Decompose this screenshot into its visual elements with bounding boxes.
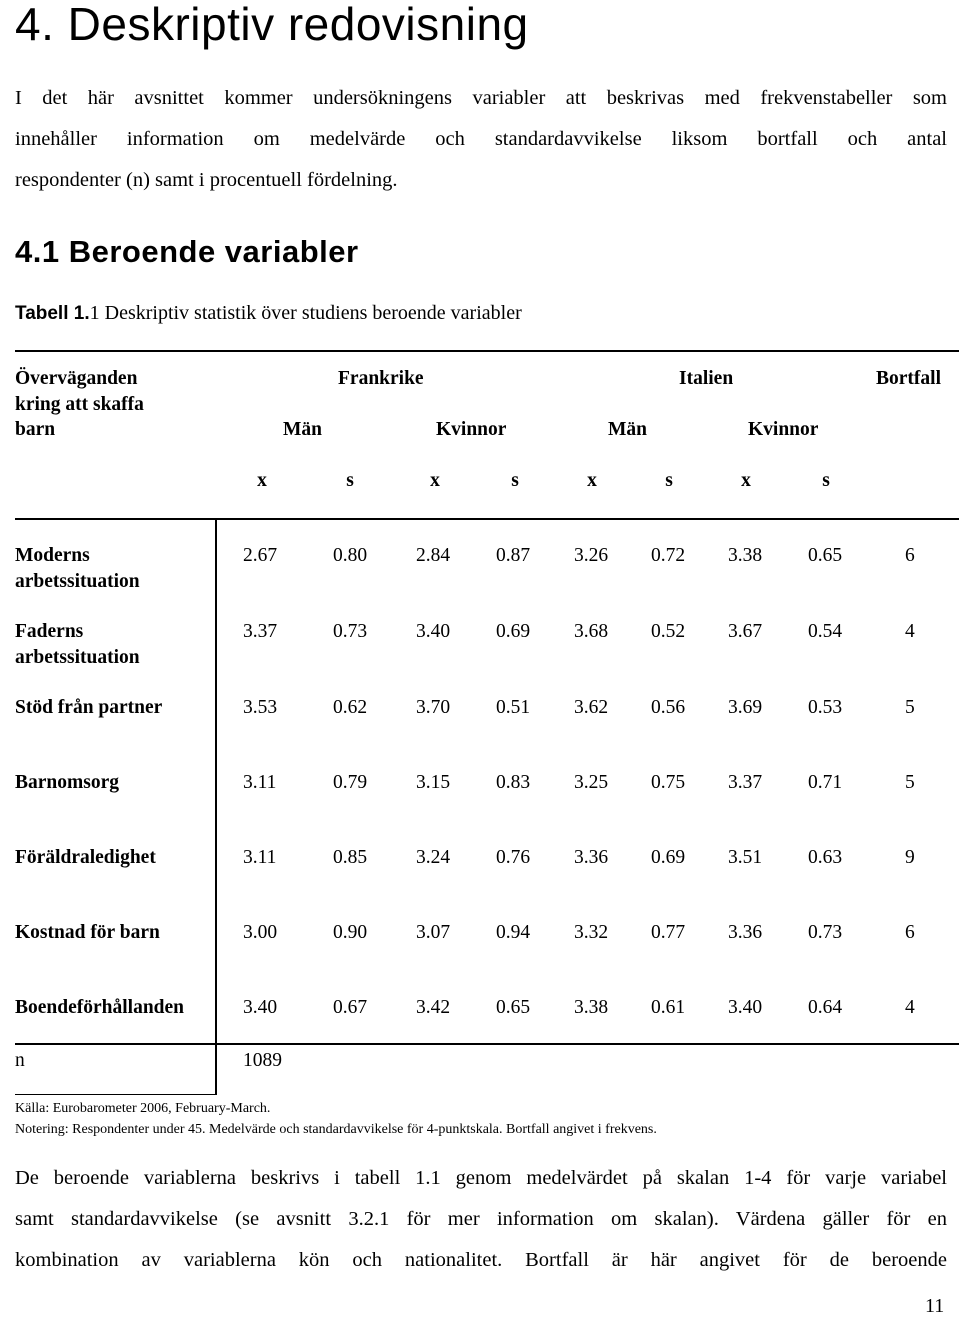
stat-header: s	[665, 470, 673, 491]
stub-header-line: kring att skaffa	[15, 393, 144, 415]
page-title: 4. Deskriptiv redovisning	[15, 0, 529, 50]
table-cell: 0.69	[496, 621, 531, 642]
table-cell: 3.36	[574, 847, 609, 868]
table-footnote: Notering: Respondenter under 45. Medelvärde och standardavvikelse för 4-punktskala. Bortfall angivet i frekvens.	[15, 1122, 657, 1137]
table-cell: 3.11	[243, 772, 277, 793]
row-label	[15, 543, 205, 594]
country-header-frankrike: Frankrike	[338, 368, 424, 389]
intro-line: respondenter (n) samt i procentuell fördelning.	[15, 169, 398, 191]
table-cell: 3.70	[416, 697, 451, 718]
table-cell: 3.37	[728, 772, 763, 793]
table-bottom-rule	[15, 1094, 215, 1095]
table-cell: 3.25	[574, 772, 609, 793]
table-cell: 0.80	[333, 545, 368, 566]
table-vertical-rule	[215, 518, 217, 1095]
table-cell: 0.67	[333, 997, 368, 1018]
table-cell: 3.40	[728, 997, 763, 1018]
table-cell: 0.54	[808, 621, 843, 642]
table-cell: 3.37	[243, 621, 278, 642]
table-cell: 3.32	[574, 922, 609, 943]
body-paragraph	[15, 1158, 947, 1281]
table-cell-missing: 4	[905, 997, 915, 1018]
table-cell: 2.67	[243, 545, 278, 566]
table-cell: 3.38	[728, 545, 763, 566]
table-cell: 3.38	[574, 997, 609, 1018]
section-heading: 4.1 Beroende variabler	[15, 234, 359, 269]
table-cell: 0.73	[333, 621, 368, 642]
table-cell: 0.72	[651, 545, 686, 566]
table-cell: 0.90	[333, 922, 368, 943]
row-label: Föräldraledighet	[15, 847, 156, 868]
n-label: n	[15, 1050, 25, 1071]
stat-header: x	[257, 470, 267, 491]
table-cell: 3.67	[728, 621, 763, 642]
table-cell: 3.51	[728, 847, 763, 868]
stat-header: s	[822, 470, 830, 491]
gender-header: Kvinnor	[748, 419, 819, 440]
table-cell: 0.61	[651, 997, 686, 1018]
table-cell: 0.64	[808, 997, 843, 1018]
table-cell: 3.07	[416, 922, 451, 943]
table-cell: 3.62	[574, 697, 609, 718]
missing-header: Bortfall	[876, 368, 941, 389]
intro-paragraph	[15, 78, 947, 201]
table-cell-missing: 6	[905, 922, 915, 943]
table-top-rule	[15, 350, 959, 352]
intro-line: innehåller information om medelvärde och standardavvikelse liksom bortfall och antal	[15, 128, 947, 150]
table-cell: 3.24	[416, 847, 451, 868]
table-cell-missing: 4	[905, 621, 915, 642]
table-cell: 0.71	[808, 772, 843, 793]
row-label	[15, 619, 205, 670]
row-label: Kostnad för barn	[15, 922, 160, 943]
table-cell: 0.87	[496, 545, 531, 566]
table-cell: 0.77	[651, 922, 686, 943]
table-cell: 3.40	[243, 997, 278, 1018]
body-line: kombination av variablerna kön och nationalitet. Bortfall är här angivet för de beroende	[15, 1249, 947, 1271]
table-cell-missing: 5	[905, 772, 915, 793]
stub-header-line: Överväganden	[15, 368, 138, 389]
row-label: Boendeförhållanden	[15, 997, 185, 1018]
table-cell: 0.73	[808, 922, 843, 943]
table-cell: 0.75	[651, 772, 686, 793]
table-caption	[15, 300, 522, 327]
table-cell: 0.85	[333, 847, 368, 868]
stat-header: s	[511, 470, 519, 491]
row-label: Barnomsorg	[15, 772, 119, 793]
table-cell: 0.83	[496, 772, 531, 793]
country-header-italien: Italien	[679, 368, 734, 389]
table-cell: 0.94	[496, 922, 531, 943]
table-cell: 3.69	[728, 697, 763, 718]
table-cell: 0.52	[651, 621, 686, 642]
stub-header-line: barn	[15, 419, 56, 440]
stat-header: s	[346, 470, 354, 491]
table-cell: 3.36	[728, 922, 763, 943]
table-cell-missing: 6	[905, 545, 915, 566]
table-caption-label: Tabell 1.	[15, 303, 90, 324]
table-cell: 0.65	[496, 997, 531, 1018]
page-number: 11	[925, 1295, 945, 1317]
row-label-text: Faderns arbetssituation	[15, 621, 140, 668]
table-cell: 0.62	[333, 697, 368, 718]
table-body-rule	[15, 1043, 959, 1045]
table-cell: 3.53	[243, 697, 278, 718]
table-cell: 0.51	[496, 697, 531, 718]
table-cell: 3.00	[243, 922, 278, 943]
table-caption-text: 1 Deskriptiv statistik över studiens beroende variabler	[89, 302, 522, 324]
table-cell: 0.63	[808, 847, 843, 868]
body-line: De beroende variablerna beskrivs i tabell 1.1 genom medelvärdet på skalan 1-4 för varje variabel	[15, 1167, 947, 1189]
table-cell: 3.68	[574, 621, 609, 642]
stat-header: x	[587, 470, 597, 491]
table-cell-missing: 5	[905, 697, 915, 718]
table-cell: 0.65	[808, 545, 843, 566]
table-cell: 0.56	[651, 697, 686, 718]
table-cell: 3.42	[416, 997, 451, 1018]
table-cell-missing: 9	[905, 847, 915, 868]
table-cell: 3.15	[416, 772, 451, 793]
row-label-text: Moderns arbetssituation	[15, 545, 140, 592]
gender-header: Män	[283, 419, 322, 440]
table-cell: 0.53	[808, 697, 843, 718]
stat-header: x	[741, 470, 751, 491]
gender-header: Män	[608, 419, 647, 440]
gender-header: Kvinnor	[436, 419, 507, 440]
table-cell: 0.69	[651, 847, 686, 868]
intro-line: I det här avsnittet kommer undersökningens variabler att beskrivas med frekvenstabeller som	[15, 87, 947, 109]
table-cell: 3.40	[416, 621, 451, 642]
table-cell: 3.26	[574, 545, 609, 566]
table-cell: 0.76	[496, 847, 531, 868]
table-source-note: Källa: Eurobarometer 2006, February-March.	[15, 1101, 271, 1116]
stat-header: x	[430, 470, 440, 491]
table-cell: 0.79	[333, 772, 368, 793]
body-line: samt standardavvikelse (se avsnitt 3.2.1 för mer information om skalan). Värdena gäller för en	[15, 1208, 947, 1230]
table-header-rule	[15, 518, 959, 520]
table-stub-header	[15, 366, 144, 443]
table-cell: 2.84	[416, 545, 451, 566]
table-cell: 3.11	[243, 847, 277, 868]
n-value: 1089	[243, 1050, 282, 1071]
row-label: Stöd från partner	[15, 697, 163, 718]
